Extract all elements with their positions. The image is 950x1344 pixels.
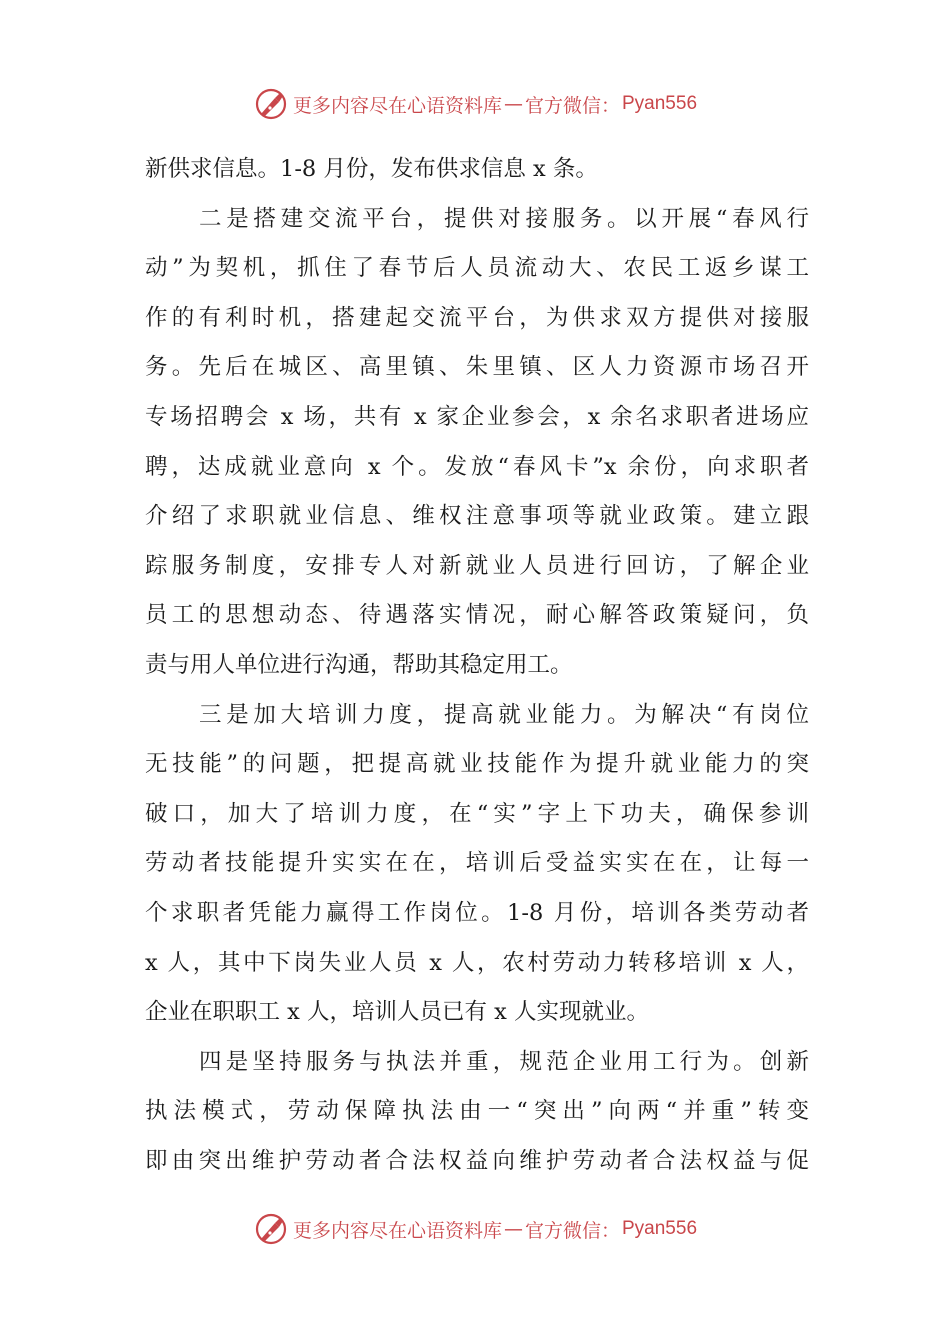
watermark-id: Pyan556 [622, 1218, 698, 1239]
text-line: 专场招聘会 x 场，共有 x 家企业参会，x 余名求职者进场应 [145, 403, 809, 430]
watermark-sub: 官方微信： [524, 94, 620, 117]
watermark-separator: — [503, 93, 523, 115]
watermark-text: 更多内容尽在心语资料库 [292, 1219, 502, 1242]
watermark-separator: — [503, 1218, 523, 1240]
watermark-id: Pyan556 [622, 93, 698, 114]
watermark-sub: 官方微信： [524, 1219, 620, 1242]
text-line: 四是坚持服务与执法并重，规范企业用工行为。创新 [199, 1048, 809, 1075]
text-line: x 人，其中下岗失业人员 x 人，农村劳动力转移培训 x 人， [145, 949, 809, 976]
text-line: 聘，达成就业意向 x 个。发放“春风卡”x 余份，向求职者 [145, 453, 809, 480]
text-line: 动”为契机，抓住了春节后人员流动大、农民工返乡谋工 [145, 255, 809, 282]
pen-nib-logo-icon [253, 1211, 289, 1247]
pen-nib-logo-icon [253, 86, 289, 122]
text-line: 务。先后在城区、高里镇、朱里镇、区人力资源市场召开 [145, 354, 809, 381]
document-body [145, 145, 809, 1186]
watermark-banner-bottom [0, 1209, 950, 1249]
text-line: 踪服务制度，安排专人对新就业人员进行回访，了解企业 [145, 552, 809, 579]
text-line: 员工的思想动态、待遇落实情况，耐心解答政策疑问，负 [145, 602, 809, 629]
text-line: 个求职者凭能力赢得工作岗位。1-8 月份，培训各类劳动者 [145, 899, 809, 926]
watermark-text: 更多内容尽在心语资料库 [292, 94, 502, 117]
text-line: 作的有利时机，搭建起交流平台，为供求双方提供对接服 [145, 304, 809, 331]
text-line: 执法模式，劳动保障执法由一“突出”向两“并重”转变 [145, 1098, 809, 1125]
text-line: 劳动者技能提升实实在在，培训后受益实实在在，让每一 [145, 850, 809, 877]
text-line: 三是加大培训力度，提高就业能力。为解决“有岗位 [199, 701, 809, 728]
text-line: 无技能”的问题，把提高就业技能作为提升就业能力的突 [145, 751, 809, 778]
text-line: 新供求信息。1-8 月份，发布供求信息 x 条。 [145, 156, 598, 182]
text-line: 破口，加大了培训力度，在“实”字上下功夫，确保参训 [145, 800, 809, 827]
text-line: 二是搭建交流平台，提供对接服务。以开展“春风行 [199, 205, 809, 232]
text-line: 介绍了求职就业信息、维权注意事项等就业政策。建立跟 [145, 503, 809, 530]
text-line: 即由突出维护劳动者合法权益向维护劳动者合法权益与促 [145, 1147, 809, 1174]
watermark-banner-top [0, 84, 950, 124]
text-line: 责与用人单位进行沟通，帮助其稳定用工。 [145, 651, 573, 678]
text-line: 企业在职职工 x 人，培训人员已有 x 人实现就业。 [145, 999, 649, 1026]
